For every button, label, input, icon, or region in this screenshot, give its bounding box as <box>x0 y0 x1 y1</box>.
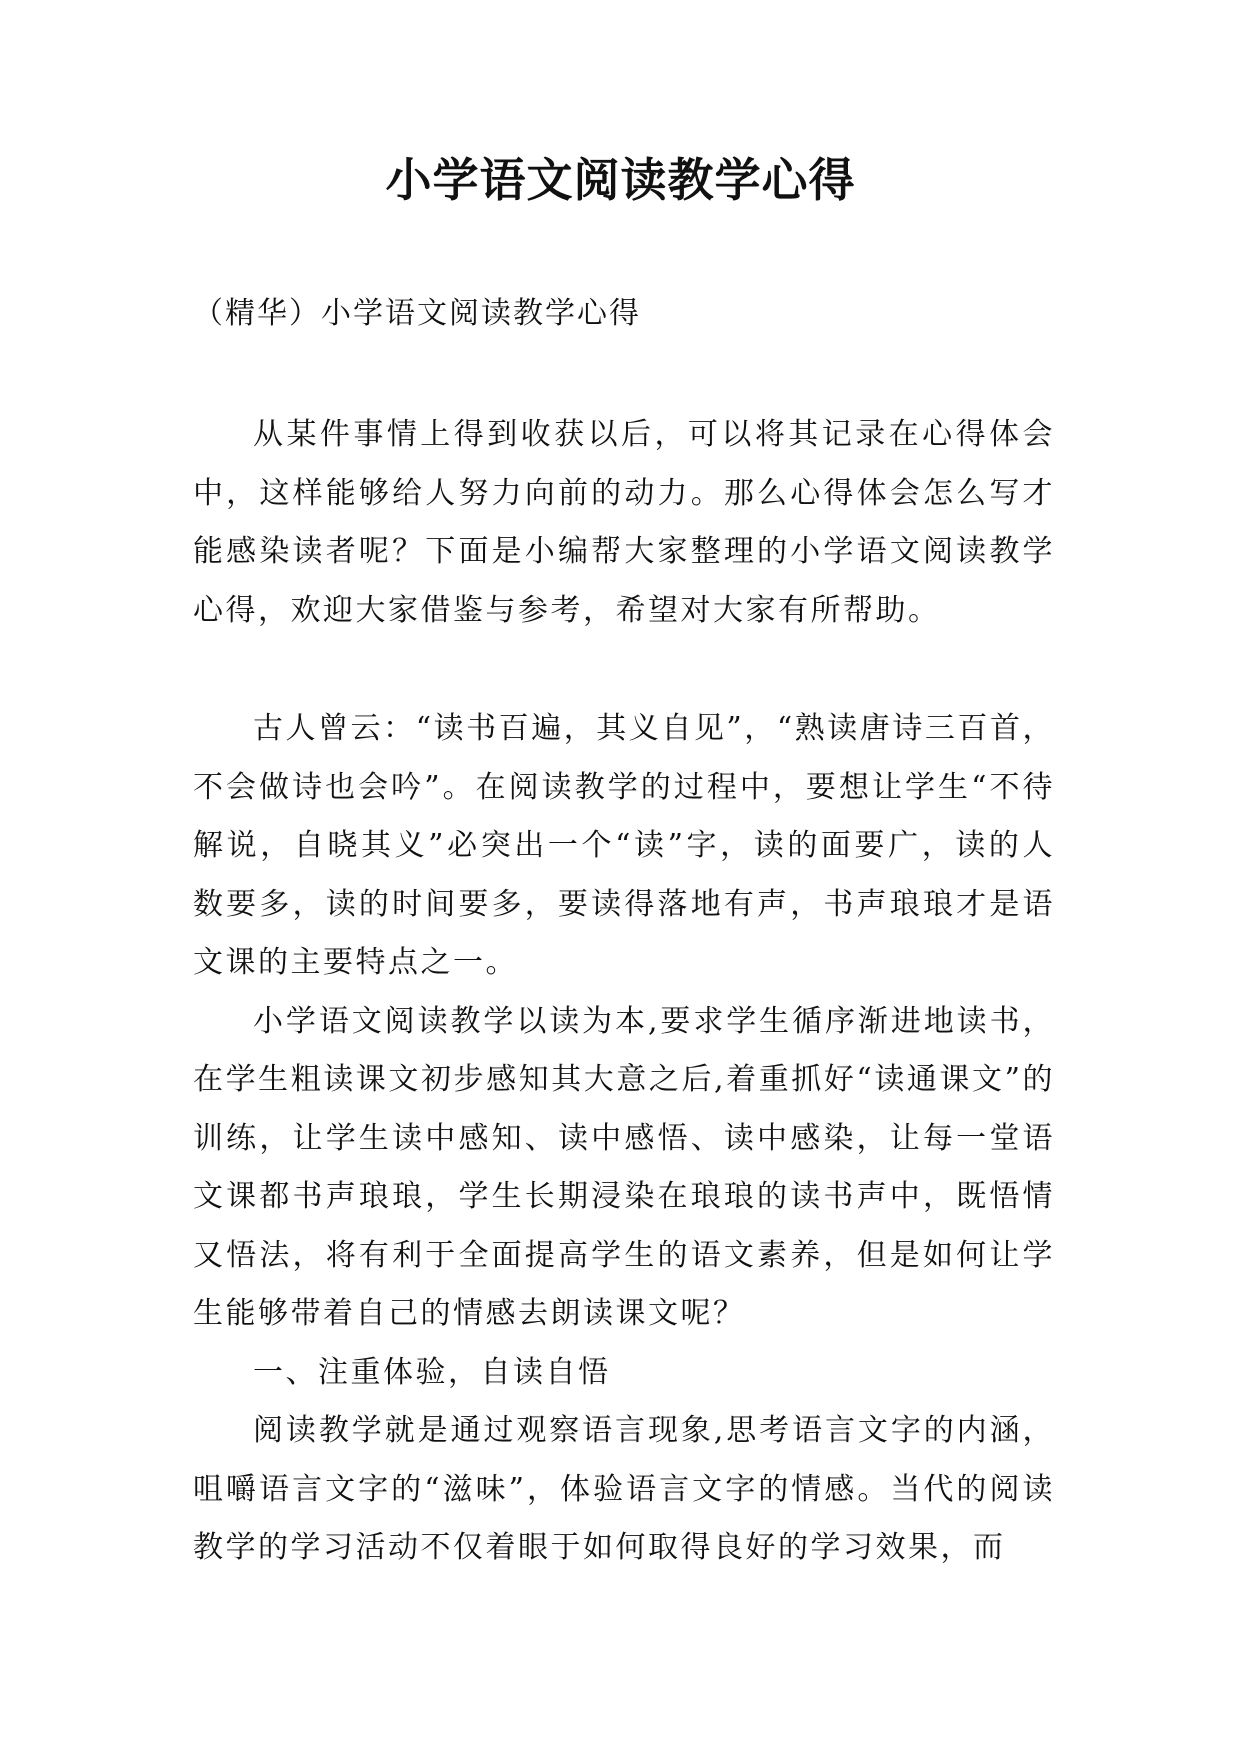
document-subtitle: （精华）小学语文阅读教学心得 <box>193 296 641 331</box>
intro-paragraph: 从某件事情上得到收获以后，可以将其记录在心得体会中，这样能够给人努力向前的动力。那么心得体会怎么写才能感染读者呢？下面是小编帮大家整理的小学语文阅读教学心得，欢迎大家借鉴与参考，希望对大家有所帮助。 <box>193 417 1055 628</box>
document-title: 小学语文阅读教学心得 <box>385 153 856 207</box>
intro-section <box>193 406 1055 640</box>
body-paragraph: 小学语文阅读教学以读为本,要求学生循序渐进地读书，在学生粗读课文初步感知其大意之后,着重抓好“读通课文”的训练，让学生读中感知、读中感悟、读中感染，让每一堂语文课都书声琅琅，学生长期浸染在琅琅的读书声中，既悟情又悟法，将有利于全面提高学生的语文素养，但是如何让学生能够带着自己的情感去朗读课文呢？ <box>193 1003 1055 1331</box>
body-paragraph: 阅读教学就是通过观察语言现象,思考语言文字的内涵，咀嚼语言文字的“滋味”，体验语言文字的情感。当代的阅读教学的学习活动不仅着眼于如何取得良好的学习效果，而 <box>193 1413 1055 1565</box>
main-section <box>193 700 1055 1578</box>
body-paragraph: 古人曾云：“读书百遍，其义自见”，“熟读唐诗三百首，不会做诗也会吟”。在阅读教学的过程中，要想让学生“不待解说，自晓其义”必突出一个“读”字，读的面要广，读的人数要多，读的时间要多，要读得落地有声，书声琅琅才是语文课的主要特点之一。 <box>193 711 1055 980</box>
section-heading: 一、注重体验，自读自悟 <box>253 1354 611 1390</box>
